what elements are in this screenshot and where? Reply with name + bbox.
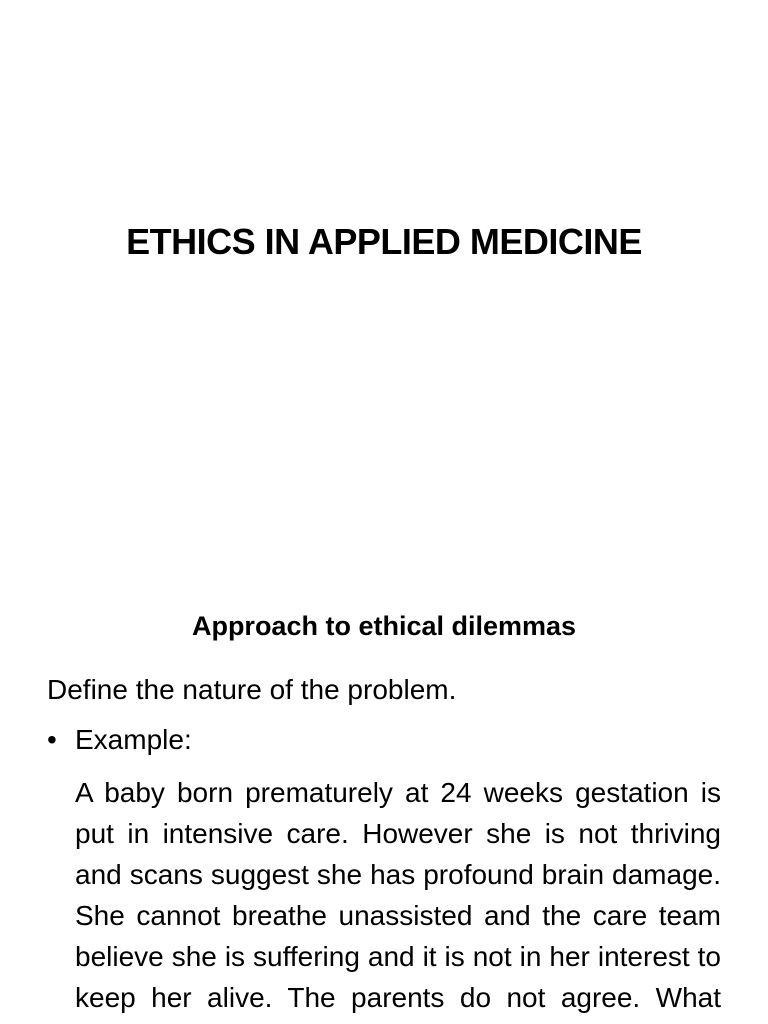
bullet-icon: •: [47, 724, 57, 755]
slide-content-page: [0, 576, 768, 1024]
bullet-label: Example:: [75, 724, 192, 755]
lead-text: Define the nature of the problem.: [47, 674, 457, 705]
slide-title: ETHICS IN APPLIED MEDICINE: [126, 221, 642, 262]
slide-heading: Approach to ethical dilemmas: [191, 611, 577, 641]
example-paragraph: A baby born prematurely at 24 weeks gestation is put in intensive care. However she is not thriving and scans suggest she has profound brain damage. She cannot breathe unassisted and the care team believe she is suffering and it is not in her interest to keep her alive. The parents do not agree. What: [75, 777, 721, 1013]
bullet-item: [47, 722, 192, 758]
